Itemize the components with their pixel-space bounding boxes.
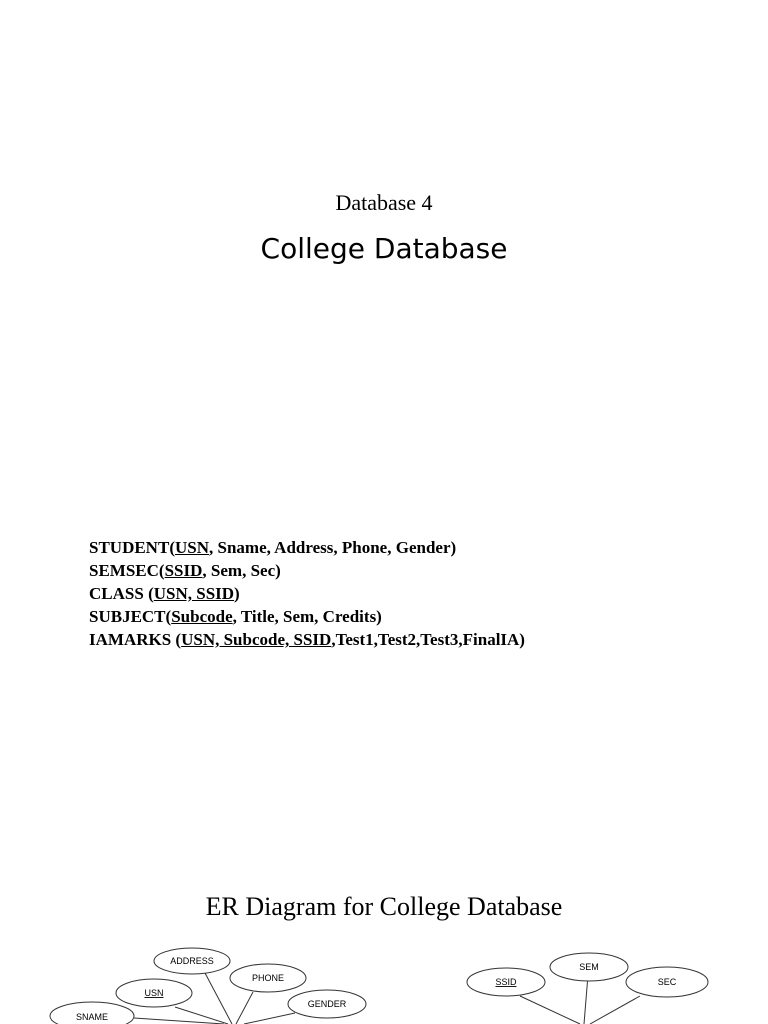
connector-sem: [584, 975, 588, 1024]
er-diagram: [0, 940, 768, 1024]
attribute-ssid: [467, 968, 545, 996]
primary-key: USN: [174, 538, 209, 557]
er-connectors: [134, 973, 640, 1024]
er-diagram-title: ER Diagram for College Database: [205, 892, 563, 921]
primary-key: Subcode: [171, 607, 233, 626]
attribute-sec: [626, 967, 708, 997]
svg-text:SSID: SSID: [495, 977, 517, 987]
connector-gender: [244, 1013, 295, 1024]
attribute-address: [154, 948, 230, 974]
primary-key: USN, SSID: [153, 584, 235, 603]
connector-phone: [236, 992, 253, 1024]
attribute-sname: [50, 1002, 134, 1024]
svg-text:SEM: SEM: [579, 962, 599, 972]
document-subtitle: Database 4: [335, 190, 433, 215]
svg-text:SEC: SEC: [657, 977, 677, 987]
table-name: SEMSEC: [89, 561, 159, 580]
primary-key: USN, Subcode, SSID: [181, 630, 332, 649]
connector-ssid: [520, 996, 580, 1024]
schema-student: STUDENT(USN, Sname, Address, Phone, Gender): [89, 538, 457, 557]
attribute-phone: [230, 964, 306, 992]
relational-schema: [89, 536, 525, 651]
svg-text:GENDER: GENDER: [307, 999, 347, 1009]
svg-text:SNAME: SNAME: [75, 1012, 109, 1022]
table-name: STUDENT: [89, 538, 170, 557]
connector-sec: [590, 996, 640, 1024]
primary-key: SSID: [164, 561, 203, 580]
attribute-sem: [550, 953, 628, 981]
schema-iamarks: IAMARKS (USN, Subcode, SSID,Test1,Test2,Test3,FinalIA): [89, 630, 525, 649]
svg-text:PHONE: PHONE: [251, 973, 285, 983]
document-title: College Database: [260, 232, 508, 265]
connector-address: [205, 973, 232, 1024]
table-name: SUBJECT: [89, 607, 166, 626]
attribute-usn: [116, 979, 192, 1007]
schema-semsec: SEMSEC(SSID, Sem, Sec): [89, 561, 281, 580]
schema-subject: SUBJECT(Subcode, Title, Sem, Credits): [89, 607, 382, 626]
attribute-gender: [288, 990, 366, 1018]
schema-class: CLASS (USN, SSID): [89, 584, 240, 603]
table-name: CLASS: [89, 584, 144, 603]
table-name: IAMARKS: [89, 630, 172, 649]
svg-text:ADDRESS: ADDRESS: [170, 956, 214, 966]
svg-text:USN: USN: [144, 988, 164, 998]
